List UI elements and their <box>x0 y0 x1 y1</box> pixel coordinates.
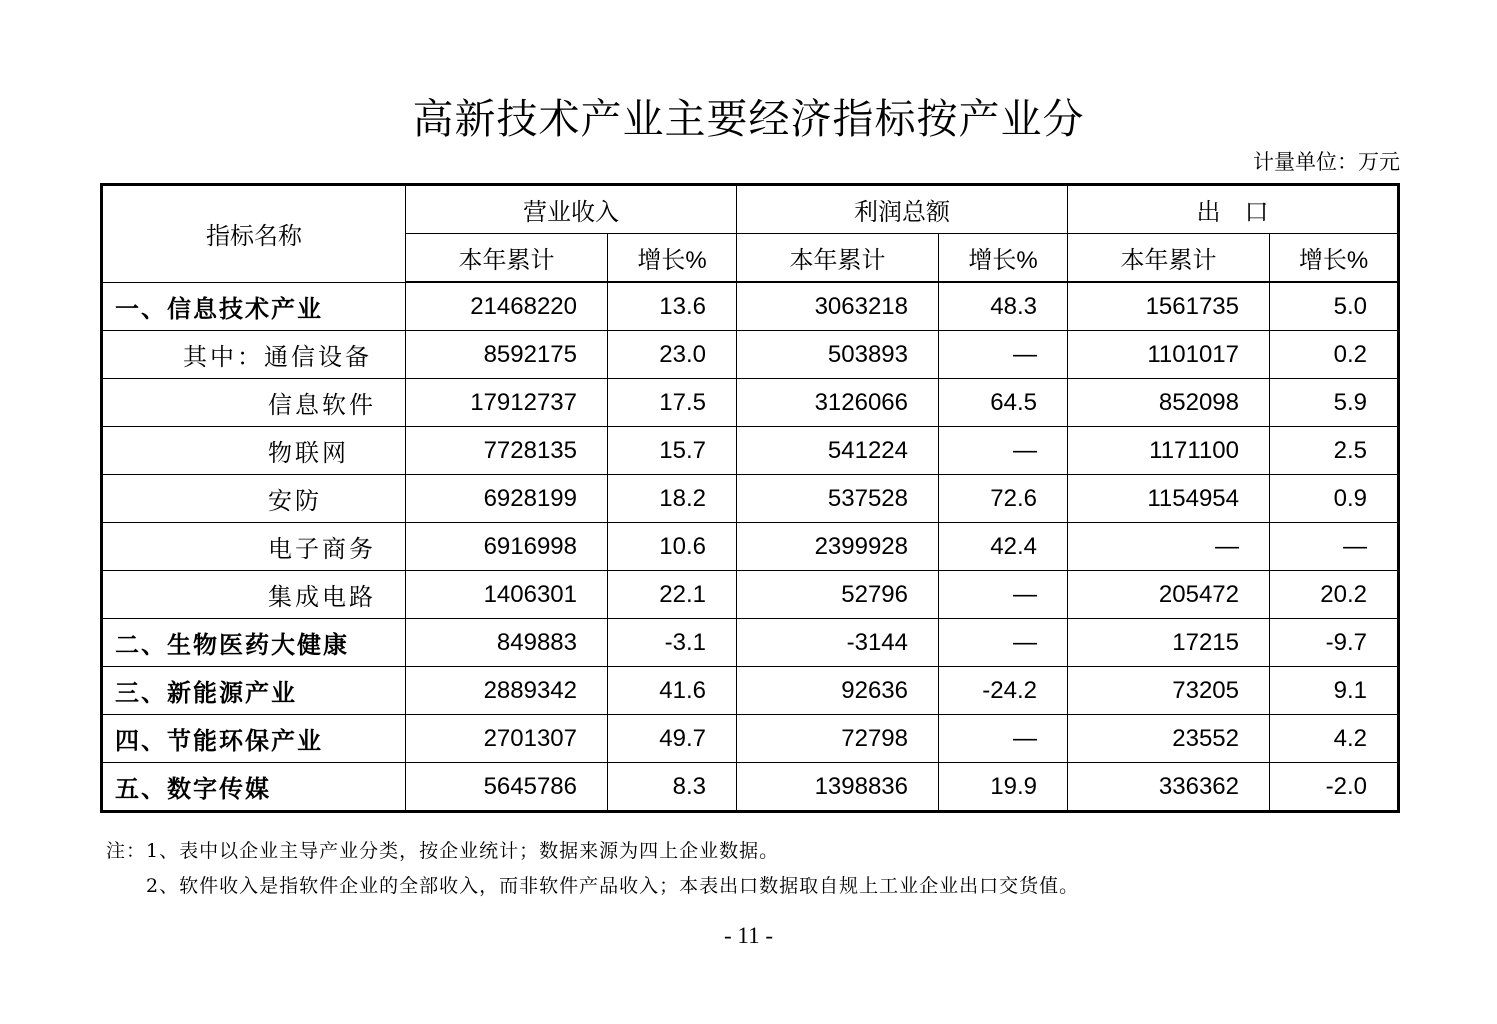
table-row <box>102 379 1399 427</box>
revenue-growth-cell: 8.3 <box>608 763 737 812</box>
export-growth-cell: — <box>1270 523 1399 571</box>
revenue-growth-cell: 18.2 <box>608 475 737 523</box>
profit-cell: 1398836 <box>737 763 939 812</box>
header-profit-growth: 增长% <box>939 234 1068 283</box>
export-growth-cell: 4.2 <box>1270 715 1399 763</box>
table-row <box>102 523 1399 571</box>
export-growth-cell: -2.0 <box>1270 763 1399 812</box>
profit-growth-cell: — <box>939 571 1068 619</box>
revenue-cell: 6928199 <box>406 475 608 523</box>
header-profit: 利润总额 <box>737 185 1068 234</box>
revenue-cell: 1406301 <box>406 571 608 619</box>
export-growth-cell: 0.9 <box>1270 475 1399 523</box>
profit-cell: 541224 <box>737 427 939 475</box>
revenue-growth-cell: 17.5 <box>608 379 737 427</box>
row-name: 信息软件 <box>102 379 406 427</box>
profit-growth-cell: 19.9 <box>939 763 1068 812</box>
row-name: 其中：通信设备 <box>102 331 406 379</box>
header-rev-growth: 增长% <box>608 234 737 283</box>
profit-growth-cell: 42.4 <box>939 523 1068 571</box>
row-name: 五、数字传媒 <box>102 763 406 812</box>
profit-growth-cell: -24.2 <box>939 667 1068 715</box>
revenue-growth-cell: 15.7 <box>608 427 737 475</box>
table-row <box>102 667 1399 715</box>
row-name: 物联网 <box>102 427 406 475</box>
profit-growth-cell: — <box>939 331 1068 379</box>
header-name: 指标名称 <box>102 185 406 283</box>
export-growth-cell: 0.2 <box>1270 331 1399 379</box>
revenue-cell: 5645786 <box>406 763 608 812</box>
export-cell: 1154954 <box>1068 475 1270 523</box>
header-export: 出 口 <box>1068 185 1399 234</box>
profit-growth-cell: — <box>939 619 1068 667</box>
revenue-cell: 21468220 <box>406 282 608 331</box>
unit-label: 计量单位：万元 <box>1253 150 1400 174</box>
table-row <box>102 715 1399 763</box>
row-name: 四、节能环保产业 <box>102 715 406 763</box>
header-profit-cumulative: 本年累计 <box>737 234 939 283</box>
footnote-1: 注：1、表中以企业主导产业分类，按企业统计；数据来源为四上企业数据。 <box>106 840 780 862</box>
row-name: 二、生物医药大健康 <box>102 619 406 667</box>
revenue-cell: 17912737 <box>406 379 608 427</box>
header-revenue: 营业收入 <box>406 185 737 234</box>
row-name: 一、信息技术产业 <box>102 282 406 331</box>
export-cell: 73205 <box>1068 667 1270 715</box>
table-row <box>102 282 1399 331</box>
page-number: - 11 - <box>724 923 773 948</box>
profit-cell: 3126066 <box>737 379 939 427</box>
export-cell: 17215 <box>1068 619 1270 667</box>
table-row <box>102 571 1399 619</box>
revenue-cell: 6916998 <box>406 523 608 571</box>
revenue-cell: 8592175 <box>406 331 608 379</box>
indicator-table <box>100 183 1400 813</box>
export-cell: 23552 <box>1068 715 1270 763</box>
revenue-growth-cell: 41.6 <box>608 667 737 715</box>
row-name: 三、新能源产业 <box>102 667 406 715</box>
profit-growth-cell: — <box>939 715 1068 763</box>
table-row <box>102 763 1399 812</box>
export-growth-cell: 5.9 <box>1270 379 1399 427</box>
table-row <box>102 427 1399 475</box>
profit-cell: 72798 <box>737 715 939 763</box>
profit-cell: 92636 <box>737 667 939 715</box>
header-exp-growth: 增长% <box>1270 234 1399 283</box>
export-growth-cell: -9.7 <box>1270 619 1399 667</box>
export-growth-cell: 9.1 <box>1270 667 1399 715</box>
table-row <box>102 331 1399 379</box>
profit-cell: -3144 <box>737 619 939 667</box>
footnote-2: 2、软件收入是指软件企业的全部收入，而非软件产品收入；本表出口数据取自规上工业企业出口交货值。 <box>146 875 1080 897</box>
export-growth-cell: 2.5 <box>1270 427 1399 475</box>
revenue-growth-cell: -3.1 <box>608 619 737 667</box>
table-row <box>102 475 1399 523</box>
profit-cell: 2399928 <box>737 523 939 571</box>
revenue-cell: 7728135 <box>406 427 608 475</box>
header-row-1 <box>102 185 1399 234</box>
table-row <box>102 619 1399 667</box>
row-name: 集成电路 <box>102 571 406 619</box>
profit-cell: 3063218 <box>737 282 939 331</box>
export-cell: 1561735 <box>1068 282 1270 331</box>
profit-cell: 503893 <box>737 331 939 379</box>
export-cell: 1171100 <box>1068 427 1270 475</box>
revenue-cell: 2701307 <box>406 715 608 763</box>
profit-growth-cell: — <box>939 427 1068 475</box>
profit-growth-cell: 48.3 <box>939 282 1068 331</box>
export-growth-cell: 5.0 <box>1270 282 1399 331</box>
profit-cell: 537528 <box>737 475 939 523</box>
profit-cell: 52796 <box>737 571 939 619</box>
page-title: 高新技术产业主要经济指标按产业分 <box>412 95 1085 143</box>
export-cell: — <box>1068 523 1270 571</box>
export-cell: 205472 <box>1068 571 1270 619</box>
revenue-growth-cell: 23.0 <box>608 331 737 379</box>
revenue-growth-cell: 13.6 <box>608 282 737 331</box>
revenue-growth-cell: 22.1 <box>608 571 737 619</box>
revenue-cell: 849883 <box>406 619 608 667</box>
revenue-growth-cell: 10.6 <box>608 523 737 571</box>
profit-growth-cell: 72.6 <box>939 475 1068 523</box>
profit-growth-cell: 64.5 <box>939 379 1068 427</box>
row-name: 电子商务 <box>102 523 406 571</box>
row-name: 安防 <box>102 475 406 523</box>
header-rev-cumulative: 本年累计 <box>406 234 608 283</box>
header-exp-cumulative: 本年累计 <box>1068 234 1270 283</box>
export-cell: 336362 <box>1068 763 1270 812</box>
export-growth-cell: 20.2 <box>1270 571 1399 619</box>
export-cell: 1101017 <box>1068 331 1270 379</box>
export-cell: 852098 <box>1068 379 1270 427</box>
revenue-growth-cell: 49.7 <box>608 715 737 763</box>
revenue-cell: 2889342 <box>406 667 608 715</box>
